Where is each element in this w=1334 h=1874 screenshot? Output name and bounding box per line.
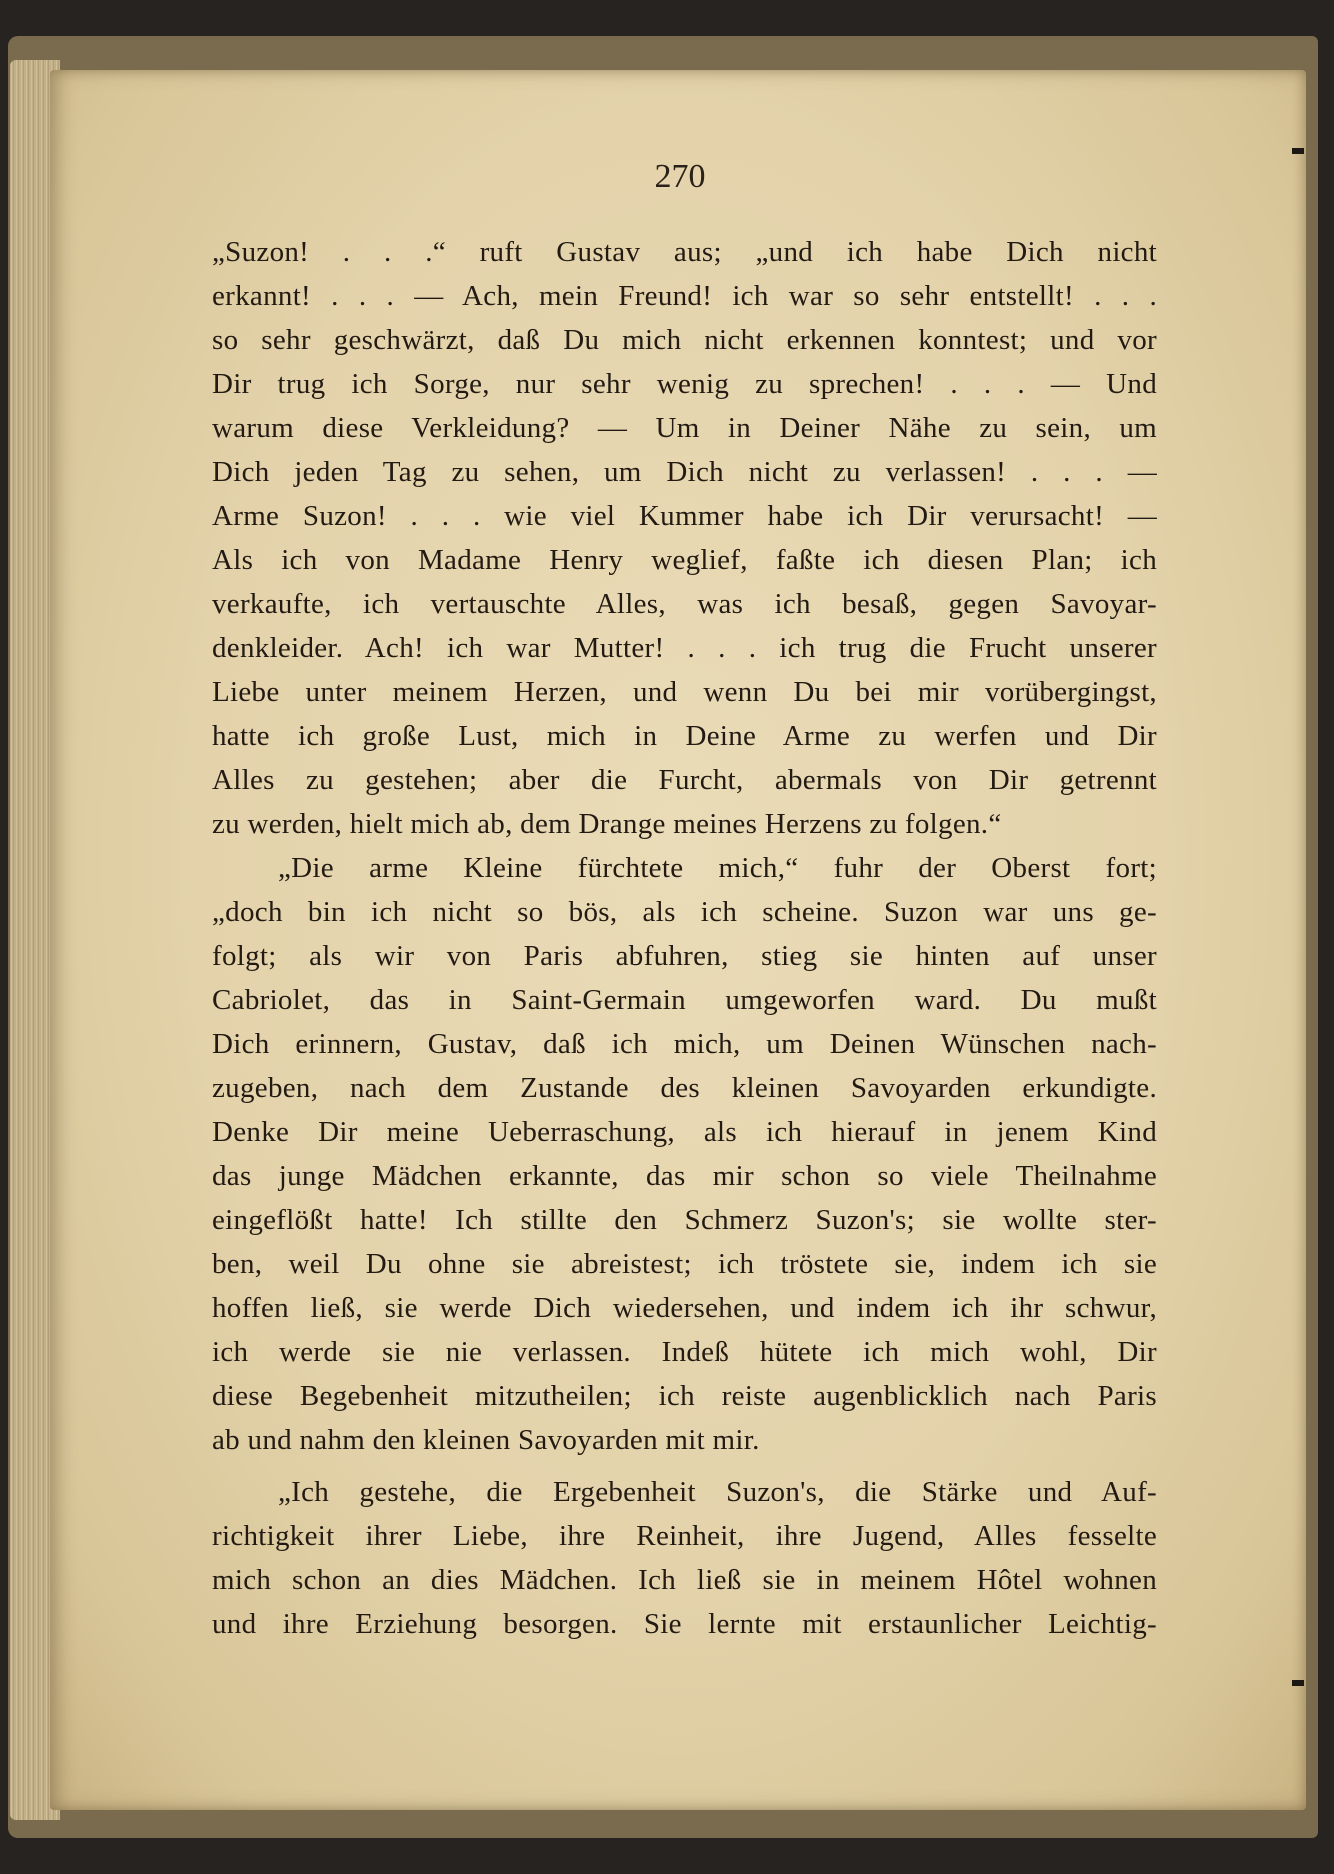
text-line: mich schon an dies Mädchen. Ich ließ sie in meinem Hôtel wohnen — [212, 1564, 1157, 1596]
text-line: Denke Dir meine Ueberraschung, als ich hierauf in jenem Kind — [212, 1116, 1157, 1148]
text-line: Dir trug ich Sorge, nur sehr wenig zu sprechen! . . . — Und — [212, 368, 1157, 400]
text-line: und ihre Erziehung besorgen. Sie lernte mit erstaunlicher Leichtig- — [212, 1608, 1157, 1640]
binding-mark — [1292, 148, 1304, 154]
text-line: so sehr geschwärzt, daß Du mich nicht erkennen konntest; und vor — [212, 324, 1157, 356]
text-line: Liebe unter meinem Herzen, und wenn Du bei mir vorübergingst, — [212, 676, 1157, 708]
text-line: denkleider. Ach! ich war Mutter! . . . ich trug die Frucht unserer — [212, 632, 1157, 664]
text-line: ben, weil Du ohne sie abreistest; ich tröstete sie, indem ich sie — [212, 1248, 1157, 1280]
text-line: zugeben, nach dem Zustande des kleinen Savoyarden erkundigte. — [212, 1072, 1157, 1104]
text-line: Dich erinnern, Gustav, daß ich mich, um Deinen Wünschen nach- — [212, 1028, 1157, 1060]
text-line: folgt; als wir von Paris abfuhren, stieg sie hinten auf unser — [212, 940, 1157, 972]
text-line: „Suzon! . . .“ ruft Gustav aus; „und ich habe Dich nicht — [212, 236, 1157, 268]
text-line: richtigkeit ihrer Liebe, ihre Reinheit, ihre Jugend, Alles fesselte — [212, 1520, 1157, 1552]
text-line: diese Begebenheit mitzutheilen; ich reiste augenblicklich nach Paris — [212, 1380, 1157, 1412]
page-number: 270 — [654, 158, 706, 195]
text-line: eingeflößt hatte! Ich stillte den Schmerz Suzon's; sie wollte ster- — [212, 1204, 1157, 1236]
text-line: ich werde sie nie verlassen. Indeß hütete ich mich wohl, Dir — [212, 1336, 1157, 1368]
text-line: Als ich von Madame Henry weglief, faßte ich diesen Plan; ich — [212, 544, 1157, 576]
text-line: Cabriolet, das in Saint-Germain umgeworfen ward. Du mußt — [212, 984, 1157, 1016]
text-line: zu werden, hielt mich ab, dem Drange meines Herzens zu folgen.“ — [212, 808, 1002, 840]
text-line: hatte ich große Lust, mich in Deine Arme zu werfen und Dir — [212, 720, 1157, 752]
text-line: Arme Suzon! . . . wie viel Kummer habe ich Dir verursacht! — — [212, 500, 1157, 532]
text-line: ab und nahm den kleinen Savoyarden mit mir. — [212, 1424, 760, 1456]
text-line: das junge Mädchen erkannte, das mir schon so viele Theilnahme — [212, 1160, 1157, 1192]
binding-mark — [1292, 1680, 1304, 1686]
text-line: „doch bin ich nicht so bös, als ich scheine. Suzon war uns ge- — [212, 896, 1157, 928]
text-line: warum diese Verkleidung? — Um in Deiner Nähe zu sein, um — [212, 412, 1157, 444]
text-line: hoffen ließ, sie werde Dich wiedersehen, und indem ich ihr schwur, — [212, 1292, 1157, 1324]
text-line: Alles zu gestehen; aber die Furcht, abermals von Dir getrennt — [212, 764, 1157, 796]
text-line: Dich jeden Tag zu sehen, um Dich nicht zu verlassen! . . . — — [212, 456, 1157, 488]
text-line: verkaufte, ich vertauschte Alles, was ich besaß, gegen Savoyar- — [212, 588, 1157, 620]
text-line: „Die arme Kleine fürchtete mich,“ fuhr der Oberst fort; — [278, 852, 1157, 884]
text-line: „Ich gestehe, die Ergebenheit Suzon's, die Stärke und Auf- — [278, 1476, 1157, 1508]
text-line: erkannt! . . . — Ach, mein Freund! ich war so sehr entstellt! . . . — [212, 280, 1157, 312]
